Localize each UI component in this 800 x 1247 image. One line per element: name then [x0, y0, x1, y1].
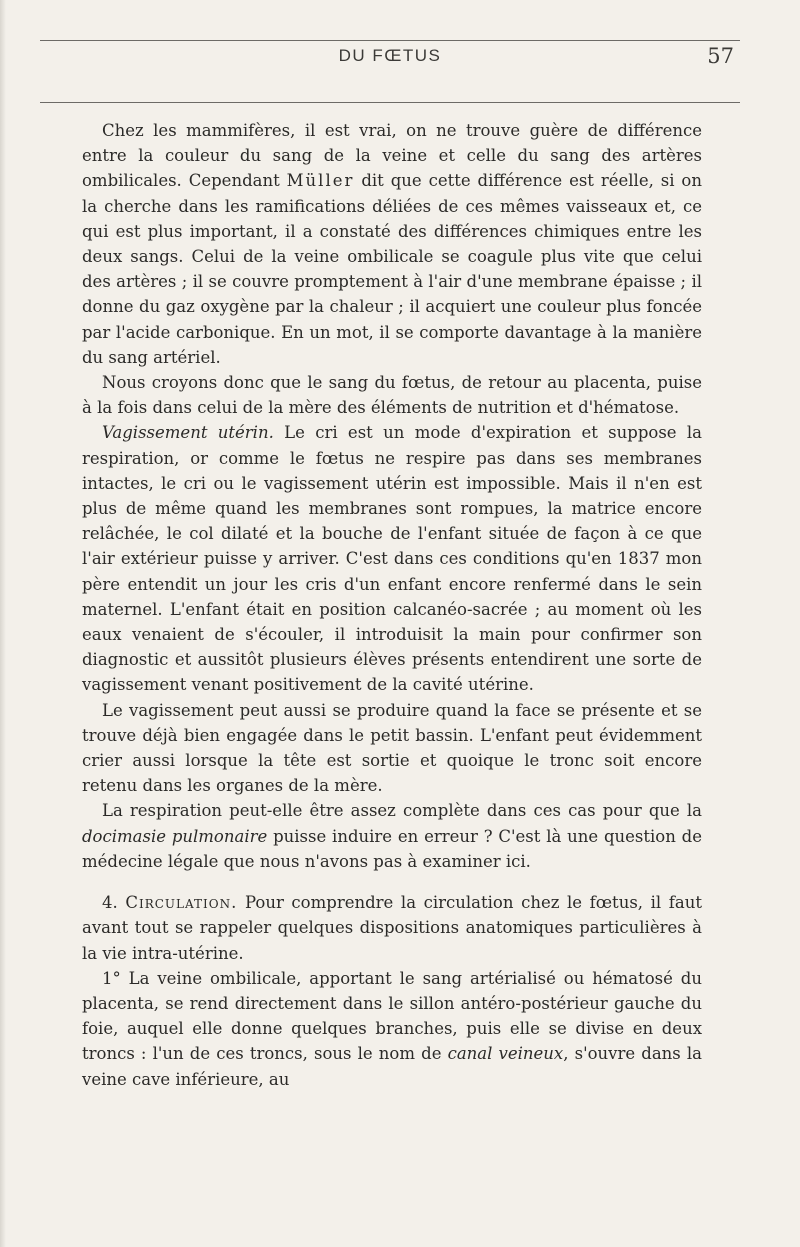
term-docimasie: docimasie pulmonaire: [82, 826, 268, 846]
page-spine-shadow: [0, 0, 6, 1247]
top-rule: [40, 40, 740, 41]
body-text: [82, 118, 702, 1092]
running-title: DU FŒTUS: [338, 46, 442, 65]
paragraph-1: Chez les mammifères, il est vrai, on ne trouve guère de différence entre la couleur du sang de la veine et celle du sang des artères ombilicales. Cependant Müller dit que cette différence est réelle, si on la cherche dans les ramifications déliées de ces mêmes vaisseaux et, ce qui est plus important, il a constaté des différences chimiques entre les deux sangs. Celui de la veine ombilicale se coagule plus vite que celui des artères ; il se couvre promptement à l'air d'une membrane épaisse ; il donne du gaz oxygène par la chaleur ; il acquiert une couleur plus foncée par l'acide carbonique. En un mot, il se comporte davantage à la manière du sang artériel.: [82, 121, 702, 367]
paragraph-5: La respiration peut-elle être assez complète dans ces cas pour que la docimasie pulmonaire puisse induire en erreur ? C'est là une question de médecine légale que nous n'avons pas à examiner ici.: [82, 801, 702, 871]
author-name: Müller: [286, 171, 355, 191]
paragraph-6: 4. Circulation. Pour comprendre la circulation chez le fœtus, il faut avant tout se rappeler quelques dispositions anatomiques particulières à la vie intra-utérine.: [82, 893, 702, 963]
header-rule: [40, 102, 740, 103]
paragraph-2: Nous croyons donc que le sang du fœtus, de retour au placenta, puise à la fois dans celui de la mère des éléments de nutrition et d'hématose.: [82, 373, 702, 418]
section-heading-vagissement: Vagissement utérin.: [102, 423, 274, 443]
paragraph-3: Vagissement utérin. Le cri est un mode d'expiration et suppose la respiration, or comme le fœtus ne respire pas dans ses membranes intactes, le cri ou le vagissement utérin est impossible. Mais il n'en est plus de même quand les membranes sont rompues, la matrice encore relâchée, le col dilaté et la bouche de l'enfant située de façon à ce que l'air extérieur puisse y arriver. C'est dans ces conditions qu'en 1837 mon père entendit un jour les cris d'un enfant encore renfermé dans le sein maternel. L'enfant était en position calcanéo-sacrée ; au moment où les eaux venaient de s'écouler, il introduisit la main pour confirmer son diagnostic et aussitôt plusieurs élèves présents entendirent une sorte de vagissement venant positivement de la cavité utérine.: [82, 423, 702, 695]
section-heading-circulation: Circulation.: [125, 893, 238, 913]
paragraph-7: 1° La veine ombilicale, apportant le sang artérialisé ou hématosé du placenta, se rend directement dans le sillon antéro-postérieur gauche du foie, auquel elle donne quelques branches, puis elle se divise en deux troncs : l'un de ces troncs, sous le nom de canal veineux, s'ouvre dans la veine cave inférieure, au: [82, 968, 703, 1089]
page-number: 57: [707, 44, 734, 68]
section-number: 4.: [102, 893, 126, 913]
page-header: [40, 46, 740, 92]
paragraph-4: Le vagissement peut aussi se produire quand la face se présente et se trouve déjà bien engagée dans le petit bassin. L'enfant peut évidemment crier aussi lorsque la tête est sortie et quoique le tronc soit encore retenu dans les organes de la mère.: [82, 700, 702, 796]
term-canal-veineux: canal veineux: [447, 1044, 564, 1064]
